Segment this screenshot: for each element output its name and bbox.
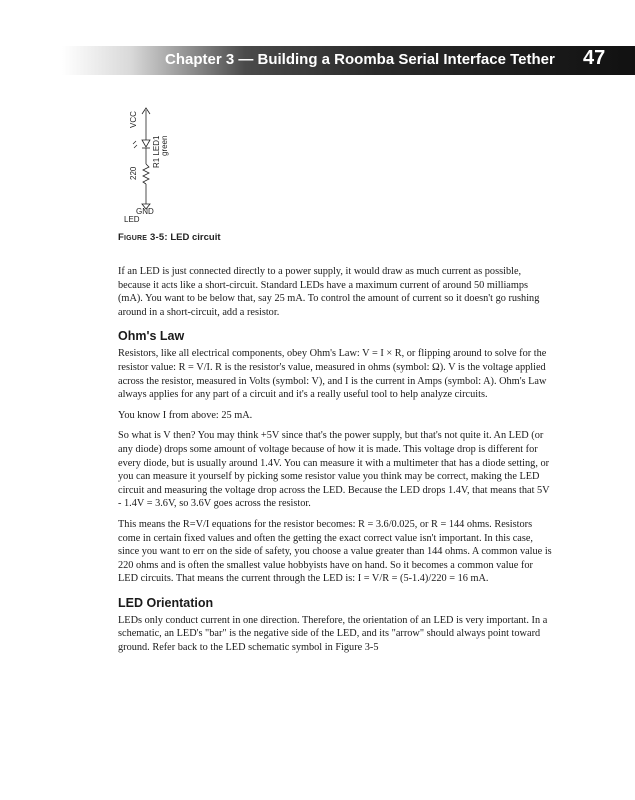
schematic-name-label: LED <box>124 215 140 224</box>
page-body <box>118 265 552 655</box>
led-label: R1 LED1 <box>152 135 161 168</box>
chapter-title: Chapter 3 — Building a Roomba Serial Interface Tether <box>165 51 555 68</box>
section-heading-ohms-law: Ohm's Law <box>118 329 185 344</box>
resistor-value: 220 <box>129 166 138 180</box>
led-color-label: green <box>160 135 169 156</box>
light-ray-icon <box>133 141 136 144</box>
ohms-law-paragraph-2: You know I from above: 25 mA. <box>118 409 253 421</box>
resistor-icon <box>143 164 149 184</box>
intro-paragraph: If an LED is just connected directly to a power supply, it would draw as much current as possible, because it acts like a short-circuit. Standard LEDs have a maximum current of around 50 milliamps (mA). You want to be below that, say 25 mA. To control the amount of current so it doesn't go rushing around in a short-circuit, add a resistor. <box>118 266 540 318</box>
led-circuit-schematic <box>112 106 192 226</box>
ohms-law-paragraph-1: Resistors, like all electrical components, obey Ohm's Law: V = I × R, or flipping around to solve for the resistor value: R = V/I. R is the resistor's value, measured in ohms (symbol: Ω). V is the voltage applied across the resistor, measured in Volts (symbol: V), and I is the current in Amps (symbol: A). Ohm's Law always applies for any part of a circuit and it's a really useful tool to help analyze circuits. <box>118 348 547 401</box>
gnd-label: GND <box>136 207 154 216</box>
section-heading-led-orientation: LED Orientation <box>118 595 214 610</box>
ohms-law-paragraph-3: So what is V then? You may think +5V since that's the power supply, but that's not quite it. An LED (or any diode) drops some amount of voltage because of how it is made. This voltage drop is different for every diode, but is usually around 1.4V. You can measure it with a multimeter that has a diode setting, or you can measure it yourself by picking some resistor value you think may be correct, making the LED circuit and measuring the voltage drop across the LED. Because the LED drops 1.4V, that means that 5V - 1.4V = 3.6V, so 3.6V goes across the resistor. <box>118 430 550 510</box>
led-diode-icon <box>142 140 150 147</box>
figure-title: LED circuit <box>170 232 221 243</box>
page-number: 47 <box>583 47 606 69</box>
vcc-label: VCC <box>129 111 138 128</box>
led-orientation-paragraph: LEDs only conduct current in one direction. Therefore, the orientation of an LED is very important. In a schematic, an LED's "bar" is the negative side of the LED, and its "arrow" should always point toward ground. Refer back to the LED schematic symbol in Figure 3-5 <box>118 614 548 654</box>
ohms-law-paragraph-4: This means the R=V/I equations for the resistor becomes: R = 3.6/0.025, or R = 144 ohms. Resistors come in certain fixed values and often the getting the exact correct value isn't important. In this case, since you want to err on the side of safety, you choose a value greater than 144 ohms. A common value is 220 ohms and is often the smallest value hobbyists have on hand. So it becomes a common value for LED circuits. That means the current through the LED is: I = V/R = (5-1.4)/220 = 16 mA. <box>118 518 552 585</box>
light-ray-icon <box>134 145 137 148</box>
figure-number: Figure 3-5: <box>118 232 168 243</box>
figure-caption <box>118 232 221 243</box>
